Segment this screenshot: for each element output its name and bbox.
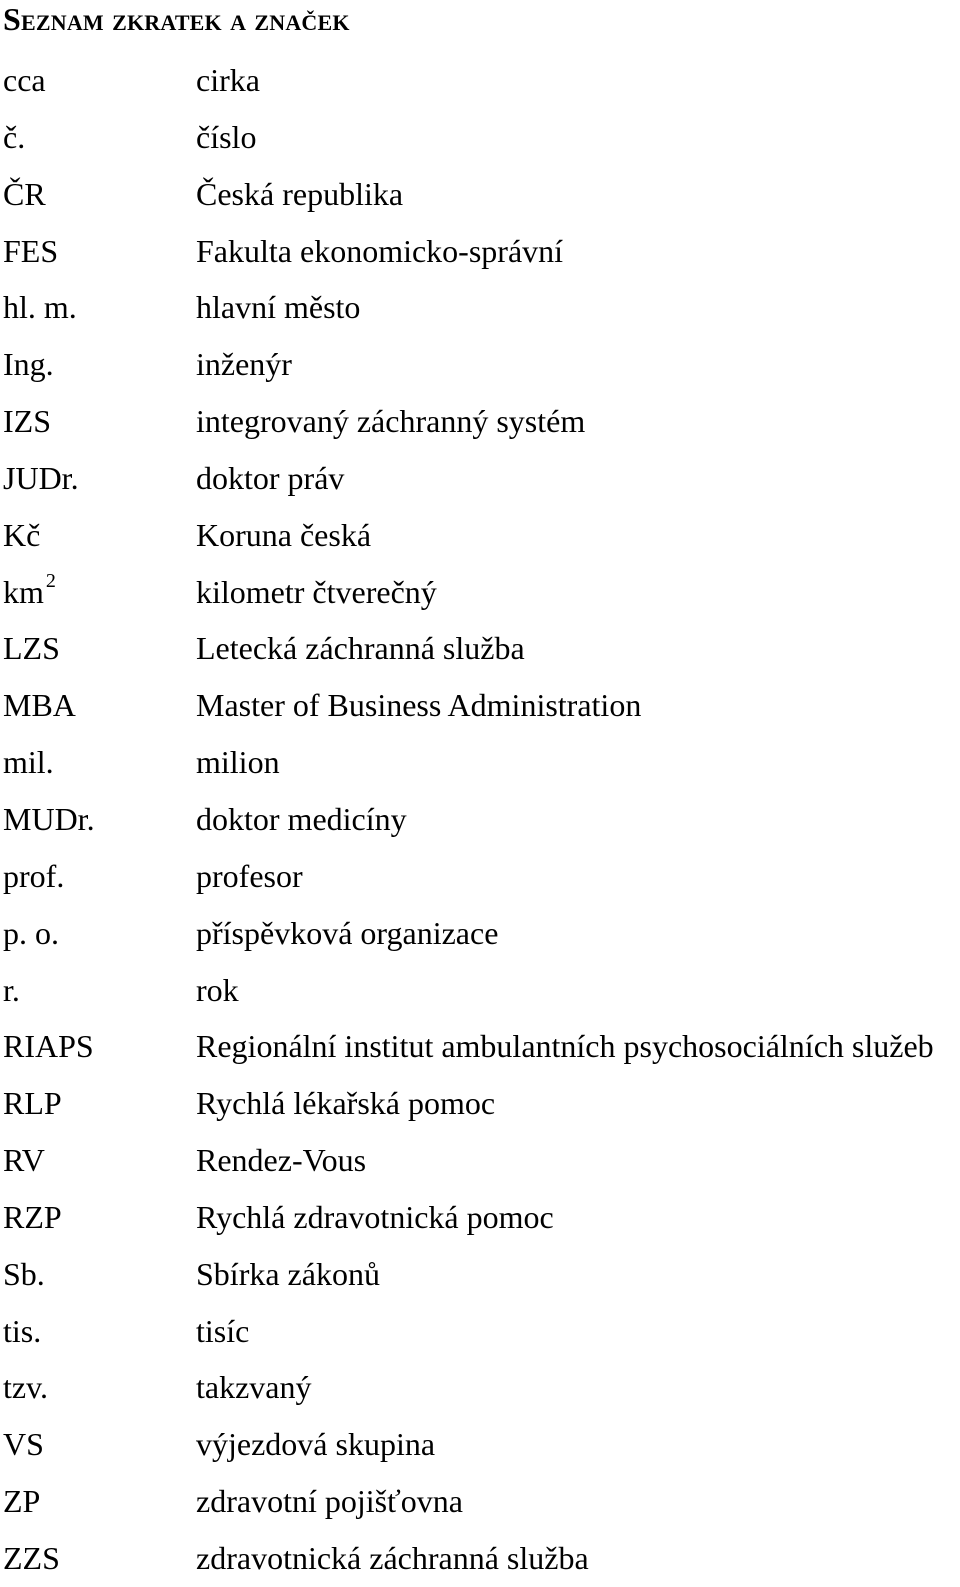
abbreviation-text: RLP xyxy=(3,1085,62,1122)
abbreviation xyxy=(3,791,95,847)
abbreviation-row xyxy=(0,223,960,280)
abbreviation-row xyxy=(0,791,960,848)
abbreviation-meaning: Regionální institut ambulantních psychosociálních služeb xyxy=(196,1028,934,1065)
abbreviation-text: tis. xyxy=(3,1312,42,1349)
abbreviation-row xyxy=(0,677,960,734)
abbreviation xyxy=(3,1132,45,1188)
abbreviation-row xyxy=(0,279,960,336)
abbreviation-meaning: takzvaný xyxy=(196,1369,312,1406)
abbreviation-text: IZS xyxy=(3,403,51,440)
abbreviation-text: Ing. xyxy=(3,346,54,383)
abbreviation-text: km xyxy=(3,573,44,610)
abbreviation-row xyxy=(0,1303,960,1360)
abbreviation-meaning: Rychlá lékařská pomoc xyxy=(196,1085,496,1122)
abbreviation xyxy=(3,279,77,335)
abbreviation-meaning: výjezdová skupina xyxy=(196,1426,436,1463)
abbreviation-meaning: hlavní město xyxy=(196,289,361,326)
abbreviation xyxy=(3,1246,45,1302)
abbreviation-meaning: milion xyxy=(196,744,280,781)
abbreviation xyxy=(3,905,59,961)
abbreviation-text: hl. m. xyxy=(3,289,77,326)
abbreviation-meaning: příspěvková organizace xyxy=(196,914,499,951)
abbreviation-row xyxy=(0,1018,960,1075)
abbreviation-row xyxy=(0,848,960,905)
abbreviation-row xyxy=(0,393,960,450)
abbreviation-text: prof. xyxy=(3,857,65,894)
abbreviation-text: VS xyxy=(3,1426,44,1463)
abbreviation xyxy=(3,52,46,108)
abbreviation-meaning: profesor xyxy=(196,857,303,894)
abbreviation xyxy=(3,450,79,506)
abbreviation xyxy=(3,620,60,676)
abbreviation xyxy=(3,507,40,563)
abbreviation xyxy=(3,109,25,165)
abbreviation-row xyxy=(0,564,960,621)
abbreviation-row xyxy=(0,1530,960,1587)
abbreviation-meaning: číslo xyxy=(196,118,257,155)
abbreviation xyxy=(3,848,64,904)
abbreviation-row xyxy=(0,166,960,223)
abbreviation-meaning: Rychlá zdravotnická pomoc xyxy=(196,1198,554,1235)
abbreviation xyxy=(3,1303,41,1359)
abbreviation-text: RV xyxy=(3,1142,45,1179)
abbreviation-meaning: kilometr čtverečný xyxy=(196,573,437,610)
abbreviation xyxy=(3,166,46,222)
abbreviation xyxy=(3,1075,62,1131)
abbreviation-row xyxy=(0,109,960,166)
abbreviation xyxy=(3,393,51,449)
abbreviation-meaning: zdravotnická záchranná služba xyxy=(196,1539,589,1576)
abbreviation-text: RZP xyxy=(3,1198,62,1235)
abbreviation-meaning: integrovaný záchranný systém xyxy=(196,403,586,440)
abbreviation-row xyxy=(0,734,960,791)
abbreviation-text: RIAPS xyxy=(3,1028,94,1065)
abbreviation-meaning: cirka xyxy=(196,62,260,98)
abbreviation xyxy=(3,1530,60,1586)
abbreviation-text: Kč xyxy=(3,516,41,553)
abbreviation-row xyxy=(0,507,960,564)
abbreviation-meaning: Rendez-Vous xyxy=(196,1142,367,1179)
abbreviation xyxy=(3,223,58,279)
abbreviation xyxy=(3,734,54,790)
abbreviation-row xyxy=(0,962,960,1019)
page-title: Seznam zkratek a značek xyxy=(3,1,350,37)
abbreviation xyxy=(3,1416,44,1472)
abbreviation-meaning: Master of Business Administration xyxy=(196,687,642,724)
abbreviation-row xyxy=(0,450,960,507)
abbreviation-row xyxy=(0,52,960,109)
abbreviation-text: ZP xyxy=(3,1483,41,1520)
abbreviation-row xyxy=(0,1359,960,1416)
abbreviation-text: tzv. xyxy=(3,1369,49,1406)
abbreviation-meaning: Česká republika xyxy=(196,175,404,212)
abbreviation-text: r. xyxy=(3,971,20,1008)
abbreviation-text: Sb. xyxy=(3,1255,45,1292)
abbreviation-row xyxy=(0,1189,960,1246)
abbreviation-text: JUDr. xyxy=(3,459,79,496)
abbreviation-row xyxy=(0,1132,960,1189)
abbreviation-superscript: 2 xyxy=(45,569,56,592)
abbreviation xyxy=(3,336,54,392)
abbreviation-text: MBA xyxy=(3,687,76,724)
abbreviation-meaning: Letecká záchranná služba xyxy=(196,630,525,667)
abbreviation-meaning: doktor medicíny xyxy=(196,800,407,837)
abbreviation-text: ZZS xyxy=(3,1539,60,1576)
abbreviation-text: MUDr. xyxy=(3,800,95,837)
abbreviation-list xyxy=(0,52,960,1587)
abbreviation-meaning: Fakulta ekonomicko-správní xyxy=(196,232,564,269)
abbreviation-row xyxy=(0,336,960,393)
abbreviation-meaning: rok xyxy=(196,971,239,1008)
abbreviation xyxy=(3,677,76,733)
abbreviation-text: ČR xyxy=(3,175,46,212)
abbreviation-meaning: zdravotní pojišťovna xyxy=(196,1483,463,1520)
abbreviation-text: FES xyxy=(3,232,59,269)
abbreviation-row xyxy=(0,1473,960,1530)
abbreviation xyxy=(3,962,20,1018)
abbreviation-row xyxy=(0,1246,960,1303)
abbreviation-row xyxy=(0,620,960,677)
abbreviation-text: č. xyxy=(3,118,26,155)
abbreviation-text: p. o. xyxy=(3,914,59,951)
abbreviation-meaning: doktor práv xyxy=(196,459,345,496)
abbreviation-row xyxy=(0,1416,960,1473)
abbreviation-meaning: tisíc xyxy=(196,1312,250,1349)
abbreviation-text: mil. xyxy=(3,744,54,781)
abbreviation-meaning: Sbírka zákonů xyxy=(196,1255,380,1292)
abbreviation-row xyxy=(0,905,960,962)
abbreviation-meaning: inženýr xyxy=(196,346,292,383)
abbreviation-text: cca xyxy=(3,62,46,98)
abbreviation xyxy=(3,564,56,620)
abbreviation-meaning: Koruna česká xyxy=(196,516,372,553)
abbreviation xyxy=(3,1018,94,1074)
abbreviation-text: LZS xyxy=(3,630,60,667)
abbreviation xyxy=(3,1189,62,1245)
abbreviation-row xyxy=(0,1075,960,1132)
abbreviation xyxy=(3,1473,40,1529)
abbreviation xyxy=(3,1359,48,1415)
